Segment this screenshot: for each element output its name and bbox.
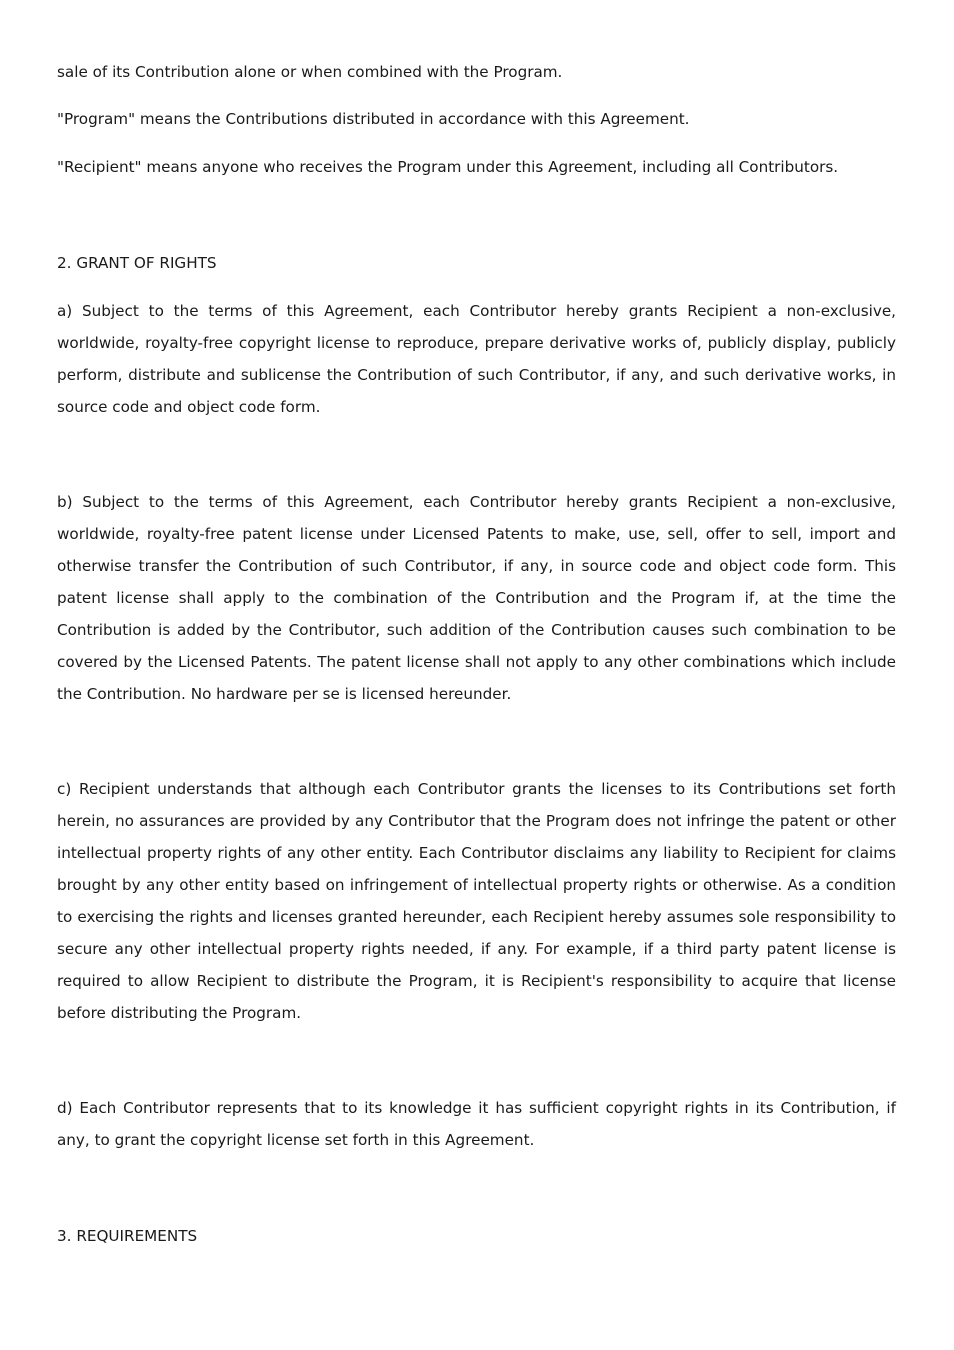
paragraph-2a: a) Subject to the terms of this Agreement, each Contributor hereby grants Recipient a non-exclusive, worldwide, royalty-free copyright license to reproduce, prepare derivative works of, publicly display, publicly perform, distribute and sublicense the Contribution of such Contributor, if any, and such derivative works, in source code and object code form. <box>57 302 896 416</box>
paragraph-2b: b) Subject to the terms of this Agreement, each Contributor hereby grants Recipient a non-exclusive, worldwide, royalty-free patent license under Licensed Patents to make, use, sell, offer to sell, import and otherwise transfer the Contribution of such Contributor, if any, in source code and object code form. This patent license shall apply to the combination of the Contribution and the Program if, at the time the Contribution is added by the Contributor, such addition of the Contribution causes such combination to be covered by the Licensed Patents. The patent license shall not apply to any other combinations which include the Contribution. No hardware per se is licensed hereunder. <box>57 493 896 703</box>
section-heading-requirements: 3. REQUIREMENTS <box>57 1227 198 1245</box>
section-heading-grant-of-rights: 2. GRANT OF RIGHTS <box>57 254 217 272</box>
definition-recipient: "Recipient" means anyone who receives the Program under this Agreement, including all Contributors. <box>57 158 839 176</box>
definition-program: "Program" means the Contributions distributed in accordance with this Agreement. <box>57 110 690 128</box>
definition-continuation: sale of its Contribution alone or when combined with the Program. <box>57 63 563 81</box>
paragraph-2c: c) Recipient understands that although each Contributor grants the licenses to its Contributions set forth herein, no assurances are provided by any Contributor that the Program does not infringe the patent or other intellectual property rights of any other entity. Each Contributor disclaims any liability to Recipient for claims brought by any other entity based on infringement of intellectual property rights or otherwise. As a condition to exercising the rights and licenses granted hereunder, each Recipient hereby assumes sole responsibility to secure any other intellectual property rights needed, if any. For example, if a third party patent license is required to allow Recipient to distribute the Program, it is Recipient's responsibility to acquire that license before distributing the Program. <box>57 780 896 1022</box>
paragraph-2d: d) Each Contributor represents that to its knowledge it has sufficient copyright rights in its Contribution, if any, to grant the copyright license set forth in this Agreement. <box>57 1099 896 1149</box>
